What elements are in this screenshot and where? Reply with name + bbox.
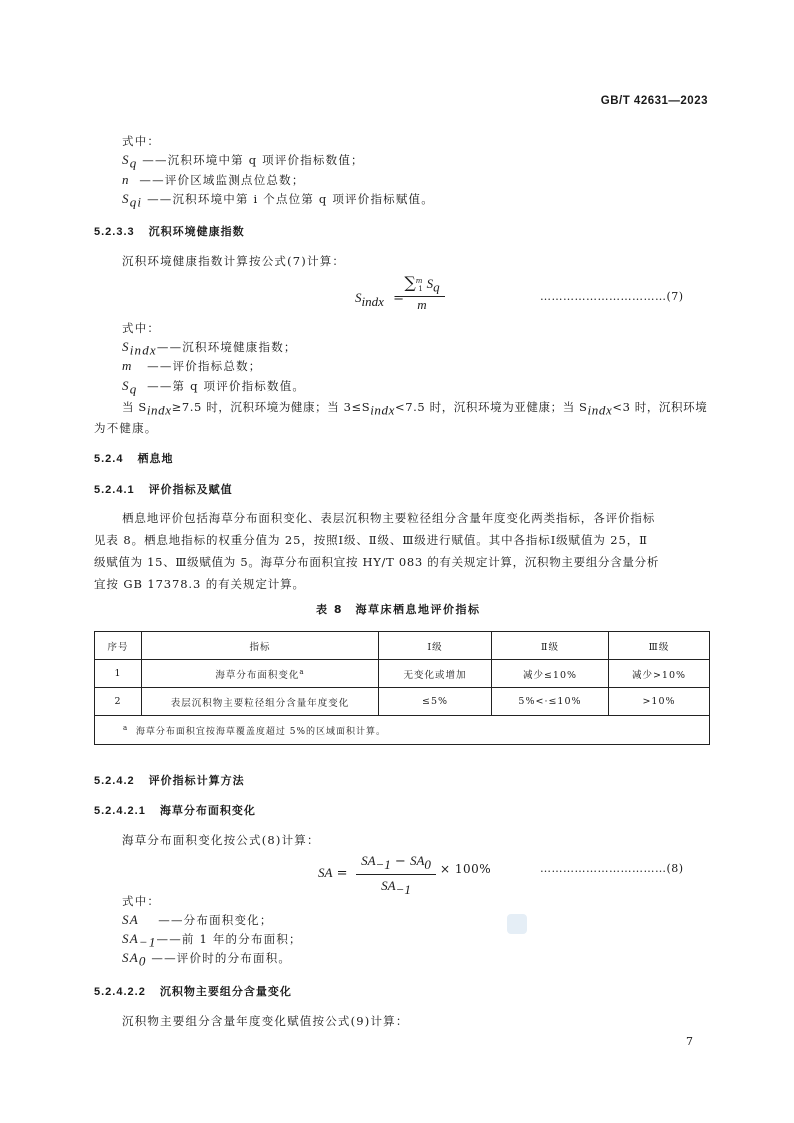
table-cell: 2 — [95, 688, 142, 716]
definition-sa: SA ——分布面积变化； — [122, 912, 273, 927]
formula-9-intro: 沉积物主要组分含量年度变化赋值按公式(9)计算： — [122, 1014, 409, 1028]
section-heading-5-2-4-2-2: 5.2.4.2.2 沉积物主要组分含量变化 — [94, 985, 292, 998]
table-row — [95, 660, 710, 688]
definition-sq: $S_q$ ——沉积环境中第 q 项评价指标数值； — [122, 152, 364, 171]
table-8 — [94, 631, 710, 745]
formula-8-intro: 海草分布面积变化按公式(8)计算： — [122, 833, 320, 847]
definition-sindx: $S_{indx}——$沉积环境健康指数； — [122, 339, 297, 358]
formula-8: SA = $\frac{SA_{-1} - SA_0}{SA_{-1}}$ × 100% — [318, 850, 498, 890]
section-heading-5-2-4-2: 5.2.4.2 评价指标计算方法 — [94, 774, 245, 787]
table-header-cell: Ⅱ级 — [492, 632, 609, 660]
paragraph-line-1: 栖息地评价包括海草分布面积变化、表层沉积物主要粒径组分含量年度变化两类指标，各评价指标 — [122, 511, 656, 525]
health-condition-line: 当 $S_{indx}\ge 7.5$ 时，沉积环境为健康；当 $3\le S_{indx}<7.5$ 时，沉积环境为亚健康；当 $S_{indx}<3$ 时，沉积环境 — [122, 400, 708, 418]
table-note-row — [95, 716, 710, 745]
table-header-row — [95, 632, 710, 660]
definition-m: m ——评价指标总数； — [122, 358, 262, 373]
table-header-cell: 序号 — [95, 632, 142, 660]
table-row — [95, 688, 710, 716]
paragraph-line-4: 宜按 GB 17378.3 的有关规定计算。 — [94, 577, 305, 591]
equation-number-8: ……………………………(8) — [540, 862, 684, 875]
table-cell: ≤5% — [379, 688, 492, 716]
table-header-cell: 指标 — [142, 632, 379, 660]
table-cell: 减少≤10% — [492, 660, 609, 688]
table-header-cell: Ⅲ级 — [609, 632, 710, 660]
where-label-2: 式中： — [122, 321, 161, 335]
health-condition-line-2: 为不健康。 — [94, 421, 158, 435]
section-heading-5-2-4-1: 5.2.4.1 评价指标及赋值 — [94, 483, 233, 496]
table-cell: >10% — [609, 688, 710, 716]
table-cell: 无变化或增加 — [379, 660, 492, 688]
table-cell: 1 — [95, 660, 142, 688]
formula-7-intro: 沉积环境健康指数计算按公式(7)计算： — [122, 254, 346, 268]
definition-sa-minus-1: $SA_{-1}——$前 1 年的分布面积； — [122, 931, 302, 950]
standard-number: GB/T 42631—2023 — [600, 95, 708, 107]
paragraph-line-2: 见表 8。栖息地指标的权重分值为 25，按照Ⅰ级、Ⅱ级、Ⅲ级进行赋值。其中各指标Ⅰ级赋值为 25，Ⅱ — [94, 533, 648, 547]
equation-number-7: ……………………………(7) — [540, 290, 684, 303]
table-note: $^a$ 海草分布面积宜按海草覆盖度超过 5%的区域面积计算。 — [95, 716, 710, 745]
where-label-3: 式中： — [122, 894, 161, 908]
where-label: 式中： — [122, 134, 161, 148]
table-cell: 表层沉积物主要粒径组分含量年度变化 — [142, 688, 379, 716]
table-cell: 海草分布面积变化$^a$ — [142, 660, 379, 688]
paragraph-line-3: 级赋值为 15、Ⅲ级赋值为 5。海草分布面积宜按 HY/T 083 的有关规定计算，沉积物主要组分含量分析 — [94, 555, 660, 569]
table-header-cell: Ⅰ级 — [379, 632, 492, 660]
watermark-logo — [507, 914, 527, 934]
table-caption: 表 8 海草床栖息地评价指标 — [316, 603, 481, 616]
definition-n: n ——评价区域监测点位总数； — [122, 172, 305, 187]
definition-sq-2: $S_q$ ——第 q 项评价指标数值。 — [122, 378, 306, 397]
definition-sa-0: $SA_0$ ——评价时的分布面积。 — [122, 950, 292, 969]
section-heading-5-2-3-3: 5.2.3.3 沉积环境健康指数 — [94, 225, 245, 238]
section-heading-5-2-4-2-1: 5.2.4.2.1 海草分布面积变化 — [94, 804, 256, 817]
formula-7: $S_{indx}$ = $\frac{\sum^m_1 S_q}{m}$ — [355, 273, 455, 315]
page-number: 7 — [686, 1035, 693, 1048]
table-cell: 减少>10% — [609, 660, 710, 688]
definition-sqi: $S_{qi}$ ——沉积环境中第 i 个点位第 q 项评价指标赋值。 — [122, 191, 434, 210]
section-heading-5-2-4: 5.2.4 栖息地 — [94, 452, 174, 465]
table-cell: 5%<·≤10% — [492, 688, 609, 716]
